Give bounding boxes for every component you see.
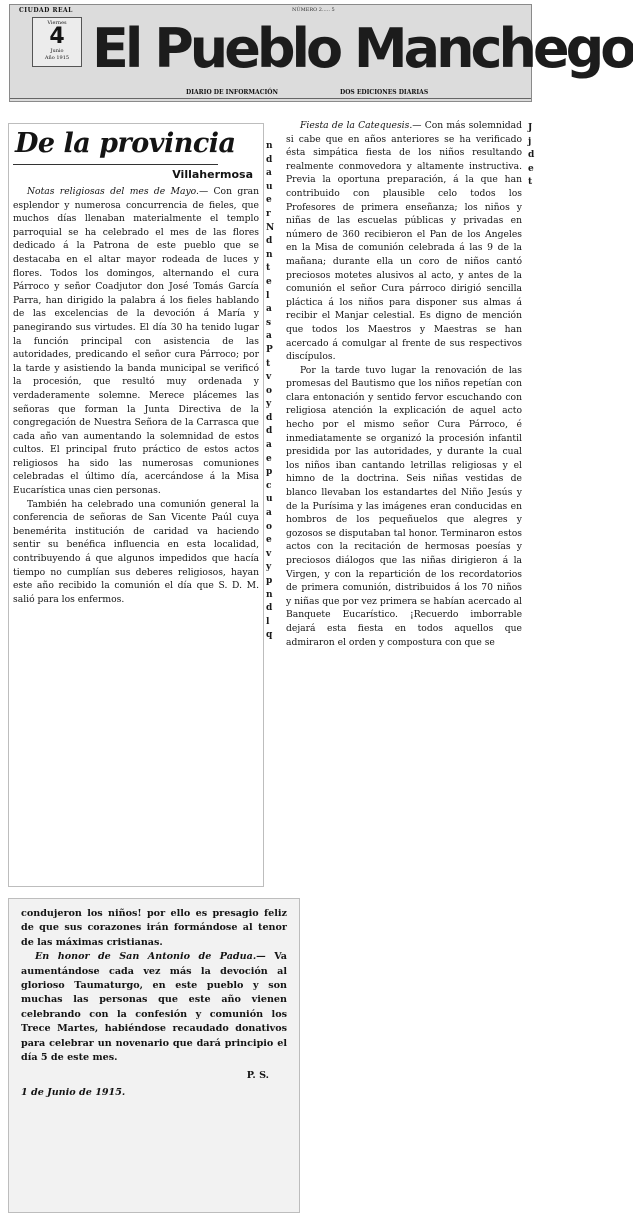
cropped-column-fragment xyxy=(266,140,278,643)
fragment-letter: n xyxy=(266,249,273,260)
fragment-letter: e xyxy=(266,535,272,546)
masthead-issue: NÚMERO 2..... 5 xyxy=(292,7,335,13)
fragment-letter xyxy=(528,435,536,449)
fragment-letter xyxy=(528,489,536,503)
fragment-letter: o xyxy=(266,521,273,532)
fragment-letter: u xyxy=(266,494,273,505)
fragment-letter: J xyxy=(528,123,533,133)
fragment-letter xyxy=(528,475,536,489)
fragment-letter xyxy=(528,380,536,394)
fragment-letter: r xyxy=(266,208,271,219)
date-year: Año 1915 xyxy=(44,55,70,61)
fragment-letter: p xyxy=(266,576,273,586)
fragment-letter: d xyxy=(266,412,273,423)
fragment-letter: e xyxy=(528,163,534,174)
newspaper-title: El Pueblo Manchego xyxy=(92,17,633,80)
article-column-left xyxy=(8,123,264,887)
fragment-letter: s xyxy=(266,317,272,328)
fragment-letter: t xyxy=(266,263,271,274)
section-title-rule xyxy=(13,164,218,165)
fragment-letter xyxy=(528,312,536,326)
paragraph-text: También ha celebrado una comunión general la conferencia de señoras de San Vicente Paúl cuya benemérita institución de caridad va haciendo sentir su benéfica influencia en esta localidad, contribuyendo á que algunos impedidos que hacía tiempo no cumplían sus deberes religiosos, hayan este año recibido la comunión el día que S. D. M. salió para los enfermos. xyxy=(13,498,259,605)
fragment-letter: v xyxy=(266,372,272,383)
masthead-rule xyxy=(10,98,531,99)
fragment-letter: a xyxy=(266,331,272,342)
fragment-letter: y xyxy=(266,399,272,410)
paragraph-text: Va aumentándose cada vez más la devoción al glorioso Taumaturgo, en este pueblo y son muchas las personas que este año vienen celebrando con la confesión y comunión los Trece Martes, habiéndose recaudado donativos para celebrar un novenario que dará principio el día 5 de este mes. xyxy=(21,951,287,1064)
masthead-subtitle-left: DIARIO DE INFORMACIÓN xyxy=(186,89,278,96)
fragment-letter xyxy=(528,326,536,340)
fragment-letter: n xyxy=(266,141,273,151)
date-month: Junio xyxy=(50,48,64,54)
fragment-letter xyxy=(528,217,536,231)
paragraph-text: Por la tarde tuvo lugar la renovación de las promesas del Bautismo que los niños repetían con clara entonación y sentido fervor escuchando con religiosa atención la explicación de aquel acto hecho por el mismo señor Cura Párroco, é inmediatamente se organizó la procesión infantil presidida por las autoridades, y durante la cual los niños iban cantando letrillas religiosas y el himno de la doctrina. Seis niñas vestidas de blanco llevaban los estandartes del Niño Jesús y de la Purísima y las imágenes eran conducidas en hombros de los pequeñuelos que alegres y gozosos se disputaban tal honor. Terminaron estos actos con la recitación de hermosas poesías y preciosos diálogos que las niñas dirigieron á la Virgen, y con la repartición de los recordatorios de primera comunión, distribuidos á los 70 niños y niñas que por vez primera se habían acercado al Banquete Eucarístico. ¡Recuerdo imborrable dejará esta fiesta en todos aquellos que admiraron el orden y compostura con que se xyxy=(286,364,522,648)
cropped-column-fragment-right xyxy=(528,122,536,503)
fragment-letter: y xyxy=(266,562,272,573)
fragment-letter: t xyxy=(266,358,271,369)
paragraph xyxy=(13,185,259,498)
paragraph xyxy=(13,498,259,607)
fragment-letter: d xyxy=(266,236,273,247)
fragment-letter: e xyxy=(266,453,272,464)
fragment-letter xyxy=(528,367,536,381)
fragment-letter: d xyxy=(528,150,535,161)
fragment-letter: l xyxy=(266,290,270,301)
fragment-letter: e xyxy=(266,276,272,287)
fragment-letter: d xyxy=(266,154,273,165)
fragment-letter: l xyxy=(266,616,270,627)
masthead xyxy=(9,4,633,102)
fragment-letter xyxy=(528,394,536,408)
fragment-letter xyxy=(528,258,536,272)
fragment-letter xyxy=(528,272,536,286)
masthead-subtitle-right: DOS EDICIONES DIARIAS xyxy=(340,89,429,96)
fragment-letter: e xyxy=(266,195,272,206)
fragment-letter: a xyxy=(266,304,272,315)
fragment-letter: u xyxy=(266,181,273,192)
fragment-letter: a xyxy=(266,508,272,519)
fragment-letter: c xyxy=(266,480,272,491)
paragraph xyxy=(286,119,522,364)
paragraph-text: Con gran esplendor y numerosa concurrencia de fieles, que muchos días llenaban materialmente el templo parroquial se ha celebrado el mes de las flores dedicado á la Patrona de este pueblo que se destacaba en el altar mayor rodeada de luces y flores. Todos los domingos, alternando el cura Párroco y señor Coadjutor don José Tomás García Parra, han dirigido la palabra á los fieles hablando de las excelencias de la devoción á María y panegirando sus virtudes. El día 30 ha tenido lugar la función principal con asistencia de las autoridades, predicando el señor cura Párroco; por la tarde y asistiendo la banda municipal se verificó la procesión, que resultó muy ordenada y verdaderamente solemne. Merece plácemes las señoras que forman la Junta Directiva de la congregación de Nuestra Señora de la Carrasca que cada año van aumentando la solemnidad de estos cultos. El principal fruto práctico de estos actos religiosos ha sido las numerosas comuniones celebradas el último día, acercándose á la Misa Eucarística unas cien personas. xyxy=(13,186,259,497)
fragment-letter: o xyxy=(266,385,273,396)
fragment-letter xyxy=(528,353,536,367)
date-day-label: Viernes xyxy=(47,20,67,26)
fragment-letter: P xyxy=(266,344,273,355)
fragment-letter: N xyxy=(266,222,275,233)
date-number: 4 xyxy=(49,24,65,49)
fragment-letter xyxy=(528,421,536,435)
fragment-letter: a xyxy=(266,440,272,451)
paragraph-text: Con más solemnidad si cabe que en años anteriores se ha verificado ésta simpática fiesta de los niños resultando realmente conmovedora y altamente instructiva. Previa la oportuna preparación, á la que han contribuido con plausible celo todos los Profesores de primera enseñanza; los niños y niñas de las escuelas públicas y privadas en número de 360 recibieron el Pan de los Angeles en la Misa de comunión celebrada á las 9 de la mañana; durante ella un coro de niños cantó preciosos motetes alusivos al acto, y antes de la comunión el señor Cura párroco dirigió sencilla pláctica á los niños para disponer sus almas á recibir el Manjar celestial. Es digno de mención que todos los Maestros y Maestras se han acercado á comulgar al frente de sus respectivos discípulos. xyxy=(286,120,522,363)
fragment-letter xyxy=(528,462,536,476)
paragraph-rubric: En honor de San Antonio de Padua.— xyxy=(35,951,266,963)
fragment-letter xyxy=(528,190,536,204)
fragment-letter: d xyxy=(266,603,273,614)
fragment-letter: p xyxy=(266,467,273,478)
paragraph-rubric: Notas religiosas del mes de Mayo.— xyxy=(27,186,209,197)
fragment-letter: t xyxy=(528,177,533,188)
article-column-right xyxy=(283,116,525,896)
paragraph xyxy=(286,364,522,649)
fragment-letter xyxy=(528,204,536,218)
article-date: 1 de Junio de 1915. xyxy=(21,1086,126,1098)
paragraph xyxy=(21,950,287,1065)
dateline-place: Villahermosa xyxy=(172,168,253,181)
fragment-letter: q xyxy=(266,630,273,641)
fragment-letter xyxy=(528,285,536,299)
fragment-letter: v xyxy=(266,548,272,559)
masthead-date-box xyxy=(32,17,82,67)
article-continuation xyxy=(8,898,300,1213)
fragment-letter: j xyxy=(528,136,532,147)
fragment-letter xyxy=(528,299,536,313)
fragment-letter: d xyxy=(266,426,273,437)
fragment-letter xyxy=(528,407,536,421)
author-signature: P. S. xyxy=(246,1070,269,1082)
paragraph xyxy=(21,907,287,950)
fragment-letter xyxy=(528,231,536,245)
fragment-letter xyxy=(528,340,536,354)
fragment-letter: a xyxy=(266,168,272,179)
fragment-letter xyxy=(528,448,536,462)
fragment-letter xyxy=(528,244,536,258)
paragraph-text: condujeron los niños! por ello es presagio feliz de que sus corazones irán formándose al tenor de las máximas cristianas. xyxy=(21,908,287,948)
paragraph-rubric: Fiesta de la Catequesis.— xyxy=(300,120,422,131)
section-title: De la provincia xyxy=(15,128,236,159)
masthead-city: CIUDAD REAL xyxy=(19,7,73,14)
fragment-letter: n xyxy=(266,589,273,600)
